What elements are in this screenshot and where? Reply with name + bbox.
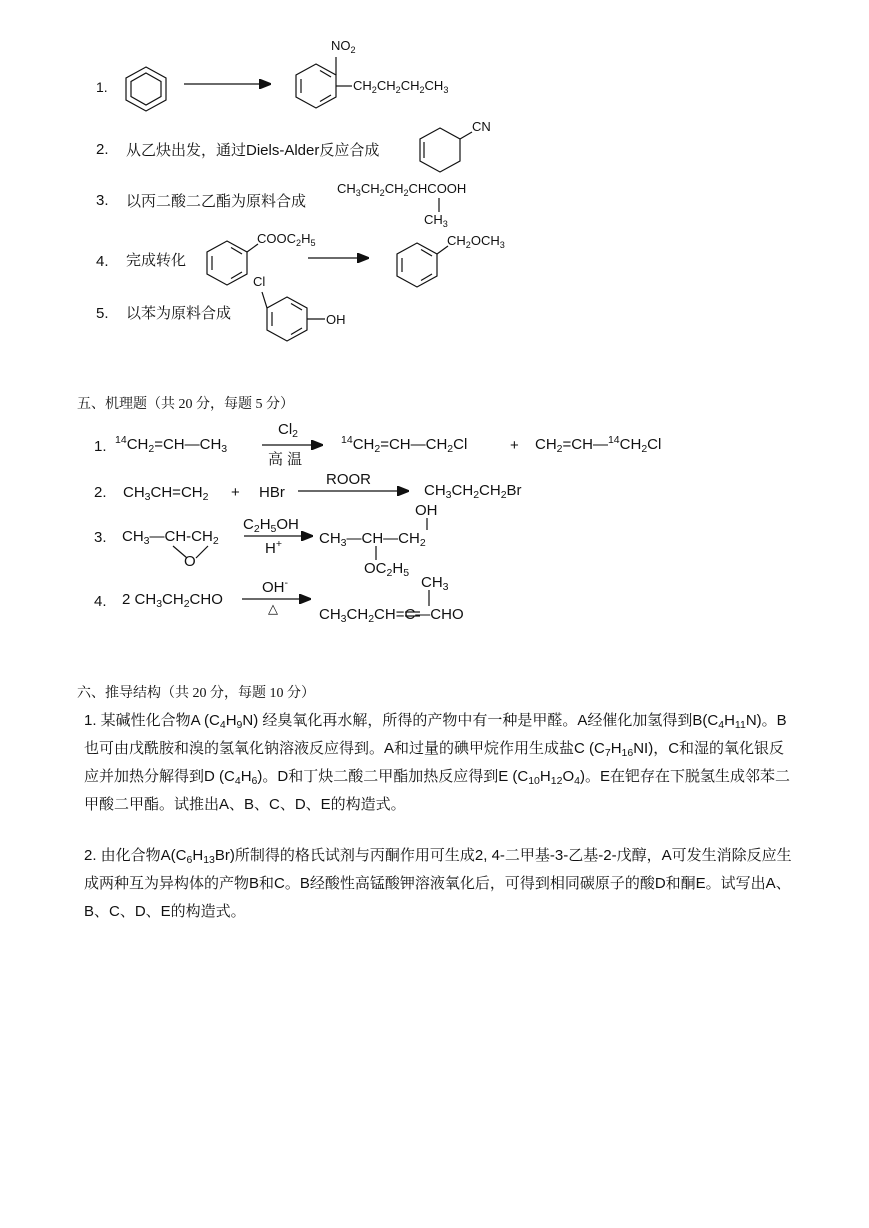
- q4-ether-group: $CH_2OCH_3$: [447, 233, 505, 250]
- q1-nitro-group: $NO_2$: [331, 38, 356, 55]
- m3-catalyst: H+: [265, 538, 282, 557]
- m1-product1: $^{14}CH_2=CH—CH_2Cl$: [341, 434, 468, 455]
- q2-number: 2.: [96, 141, 109, 158]
- m2-reactant: $CH_3CH=CH_2$: [123, 484, 209, 503]
- m3-hydroxyl: OH: [415, 502, 438, 519]
- m2-condition: ROOR: [326, 471, 371, 488]
- m1-reagent: $Cl_2$: [278, 421, 299, 440]
- benzoate-ring: [207, 241, 258, 285]
- q4-ester-group: $COOC_2H_5$: [257, 231, 316, 248]
- benzene-ring-q1: [126, 67, 166, 111]
- m4-reactant: 2 $CH_3CH_2CHO$: [122, 591, 223, 610]
- benzyl-ether-ring: [397, 243, 448, 287]
- q4-text: 完成转化: [126, 252, 187, 269]
- m1-product2: $CH_2=CH—^{14}CH_2Cl$: [535, 434, 662, 455]
- q4-number: 4.: [96, 253, 109, 270]
- m2-product: $CH_3CH_2CH_2Br$: [424, 482, 522, 501]
- m4-reagent: OH-: [262, 577, 288, 596]
- m3-product: $CH_3—CH—CH_2$: [319, 530, 426, 549]
- q5-chloro-group: Cl: [253, 274, 266, 289]
- m2-reagent: HBr: [259, 484, 285, 501]
- m1-plus: +: [510, 437, 519, 454]
- q2-text: 从乙炔出发，通过Diels-Alder反应合成: [126, 142, 380, 159]
- m4-methyl-branch: $CH_3$: [421, 574, 449, 593]
- q3-text: 以丙二酸二乙酯为原料合成: [126, 193, 307, 210]
- q5-number: 5.: [96, 305, 109, 322]
- m4-product: $CH_3CH_2CH=C—CHO$: [319, 606, 464, 625]
- problem-2: 2. 由化合物$A(C_6H_{13}Br)$所制得的格氏试剂与丙酮作用可生成2, 4-二甲基-3-乙基-2-戊醇，A可发生消除反应生成两种互为异构体的产物B和C。B经酸性高锰酸钾溶液氧化后，可得到相同碳原子的酸D和酮E。试写出A、B、C、D、E的构造式。: [84, 847, 792, 920]
- nitrobutylbenzene-ring: [296, 57, 352, 108]
- q1-butyl-group: $CH_2CH_2CH_2CH_3$: [353, 78, 449, 95]
- m3-reactant: $CH_3—CH-CH_2$: [122, 528, 219, 547]
- q5-hydroxy-group: OH: [326, 312, 346, 327]
- m4-number: 4.: [94, 593, 107, 610]
- m3-ethoxy: $OC_2H_5$: [364, 560, 410, 579]
- q2-cyano-group: CN: [472, 119, 491, 134]
- m3-number: 3.: [94, 529, 107, 546]
- q3-methyl-branch: $CH_3$: [424, 212, 448, 229]
- q3-target-formula: $CH_3CH_2CH_2CHCOOH$: [337, 181, 467, 198]
- section6-heading: 六、推导结构（共 20 分，每题 10 分）: [77, 686, 315, 701]
- m3-epoxide-oxygen: O: [184, 553, 196, 570]
- problem-1: 1. 某碱性化合物A $(C_4H_9N)$ 经臭氧化再水解，所得的产物中有一种是甲醛。A经催化加氢得到$B(C_4H_{11}N)$。B也可由戊酰胺和溴的氢氧化钠溶液反应得到。A和过量的碘甲烷作用生成盐C $(C_7H_{16}NI)$，C和湿的氧化银反应并加热分解得到D $(C_4H_6)$。D和丁炔二酸二甲酯加热反应得到E $(C_{10}H_{12}O_4)$。E在钯存在下脱氢生成邻苯二甲酸二甲酯。试推出A、B、C、D、E的构造式。: [84, 712, 790, 813]
- section5-heading: 五、机理题（共 20 分，每题 5 分）: [77, 397, 294, 412]
- m4-condition: △: [268, 601, 278, 616]
- cyclohexene-ring: [420, 128, 472, 172]
- chlorophenol-ring: [262, 292, 325, 341]
- m3-reagent: $C_2H_5OH$: [243, 516, 299, 535]
- q1-number: 1.: [96, 79, 108, 95]
- m1-condition: 高 温: [268, 451, 303, 468]
- q3-number: 3.: [96, 192, 109, 209]
- m2-plus: +: [231, 484, 240, 501]
- q5-text: 以苯为原料合成: [126, 305, 232, 322]
- m2-number: 2.: [94, 484, 107, 501]
- m1-number: 1.: [94, 438, 107, 455]
- m1-reactant: $^{14}CH_2=CH—CH_3$: [115, 434, 228, 455]
